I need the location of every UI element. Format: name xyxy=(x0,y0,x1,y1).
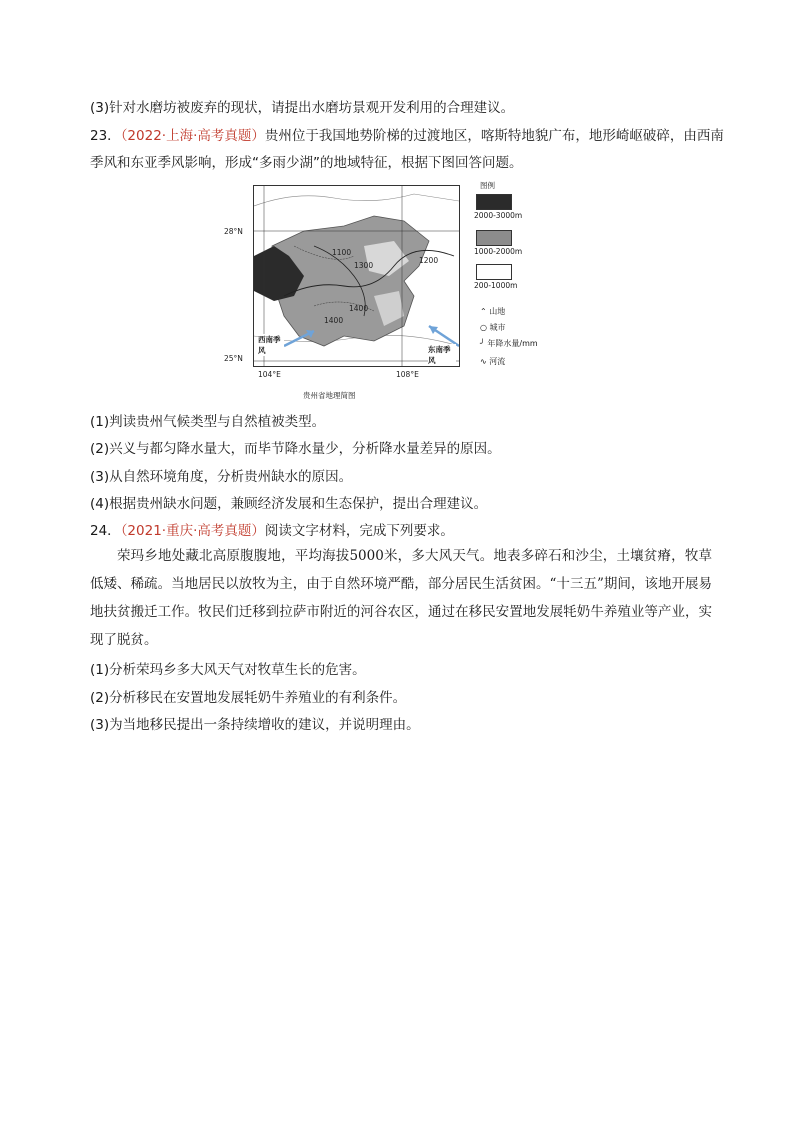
legend-label-low: 200-1000m xyxy=(474,281,518,290)
lat-28-label: 28°N xyxy=(224,227,243,236)
isohyet-label-4: 1200 xyxy=(419,256,439,265)
q23-sub2: (2)兴义与都匀降水量大，而毕节降水量少，分析降水量差异的原因。 xyxy=(90,441,501,457)
se-monsoon-label: 东南季风 xyxy=(428,344,456,366)
river-icon: ∿ 河流 xyxy=(480,357,506,366)
isohyet-label-2: 1300 xyxy=(354,261,374,270)
isohyet-label-5: 1400 xyxy=(324,316,344,325)
guizhou-map-figure xyxy=(218,180,558,406)
q24-stem xyxy=(90,521,454,541)
q24-source: （2021·重庆·高考真题） xyxy=(120,523,265,539)
isohyet-icon: ╯ 年降水量/mm xyxy=(480,339,538,348)
q24-number: 24． xyxy=(90,523,121,539)
isohyet-label-1: 1100 xyxy=(332,248,352,257)
lat-25-label: 25°N xyxy=(224,354,243,363)
q23-sub3: (3)从自然环境角度，分析贵州缺水的原因。 xyxy=(90,469,353,485)
q23-stem-line1 xyxy=(90,126,724,146)
map-frame xyxy=(253,185,460,367)
q23-sub1: (1)判读贵州气候类型与自然植被类型。 xyxy=(90,414,326,430)
q24-sub3: (3)为当地移民提出一条持续增收的建议，并说明理由。 xyxy=(90,717,420,733)
q24-passage: 荣玛乡地处藏北高原腹腹地，平均海拔5000米，多大风天气。地表多碎石和沙尘，土壤贫瘠，牧草低矮、稀疏。当地居民以放牧为主，由于自然环境严酷，部分居民生活贫困。“十三五”期间，该地开展易地扶贫搬迁工作。牧民们迁移到拉萨市附近的河谷农区，通过在移民安置地发展牦奶牛养殖业等产业，实现了脱贫。 xyxy=(90,548,712,648)
q23-sub4: (4)根据贵州缺水问题，兼顾经济发展和生态保护，提出合理建议。 xyxy=(90,496,488,512)
q24-sub2: (2)分析移民在安置地发展牦奶牛养殖业的有利条件。 xyxy=(90,690,407,706)
legend-swatch-low xyxy=(476,264,512,280)
lon-108-label: 108°E xyxy=(396,370,419,379)
q24-stem-text: 阅读文字材料，完成下列要求。 xyxy=(264,523,454,539)
city-icon: ○ 城市 xyxy=(480,323,506,332)
map-caption: 贵州省地理简图 xyxy=(303,391,356,400)
legend-label-mid: 1000-2000m xyxy=(474,247,523,256)
lon-104-label: 104°E xyxy=(258,370,281,379)
legend-title: 图例 xyxy=(480,181,495,190)
q23-source: （2022·上海·高考真题） xyxy=(120,128,265,144)
legend-label-high: 2000-3000m xyxy=(474,211,523,220)
q24-sub1: (1)分析荣玛乡多大风天气对牧草生长的危害。 xyxy=(90,662,366,678)
q23-stem-line2: 季风和东亚季风影响，形成“多雨少湖”的地域特征，根据下图回答问题。 xyxy=(90,155,523,171)
q23-number: 23． xyxy=(90,128,121,144)
q22-sub3: (3)针对水磨坊被废弃的现状，请提出水磨坊景观开发利用的合理建议。 xyxy=(90,100,515,116)
terrain-map xyxy=(254,186,459,366)
legend-swatch-mid xyxy=(476,230,512,246)
legend-swatch-high xyxy=(476,194,512,210)
mountain-icon: ⌃ 山地 xyxy=(480,307,506,316)
q23-stem-text: 贵州位于我国地势阶梯的过渡地区，喀斯特地貌广布，地形崎岖破碎，由西南 xyxy=(264,128,724,144)
sw-monsoon-label: 西南季风 xyxy=(258,334,284,356)
isohyet-label-3: 1400 xyxy=(349,304,369,313)
